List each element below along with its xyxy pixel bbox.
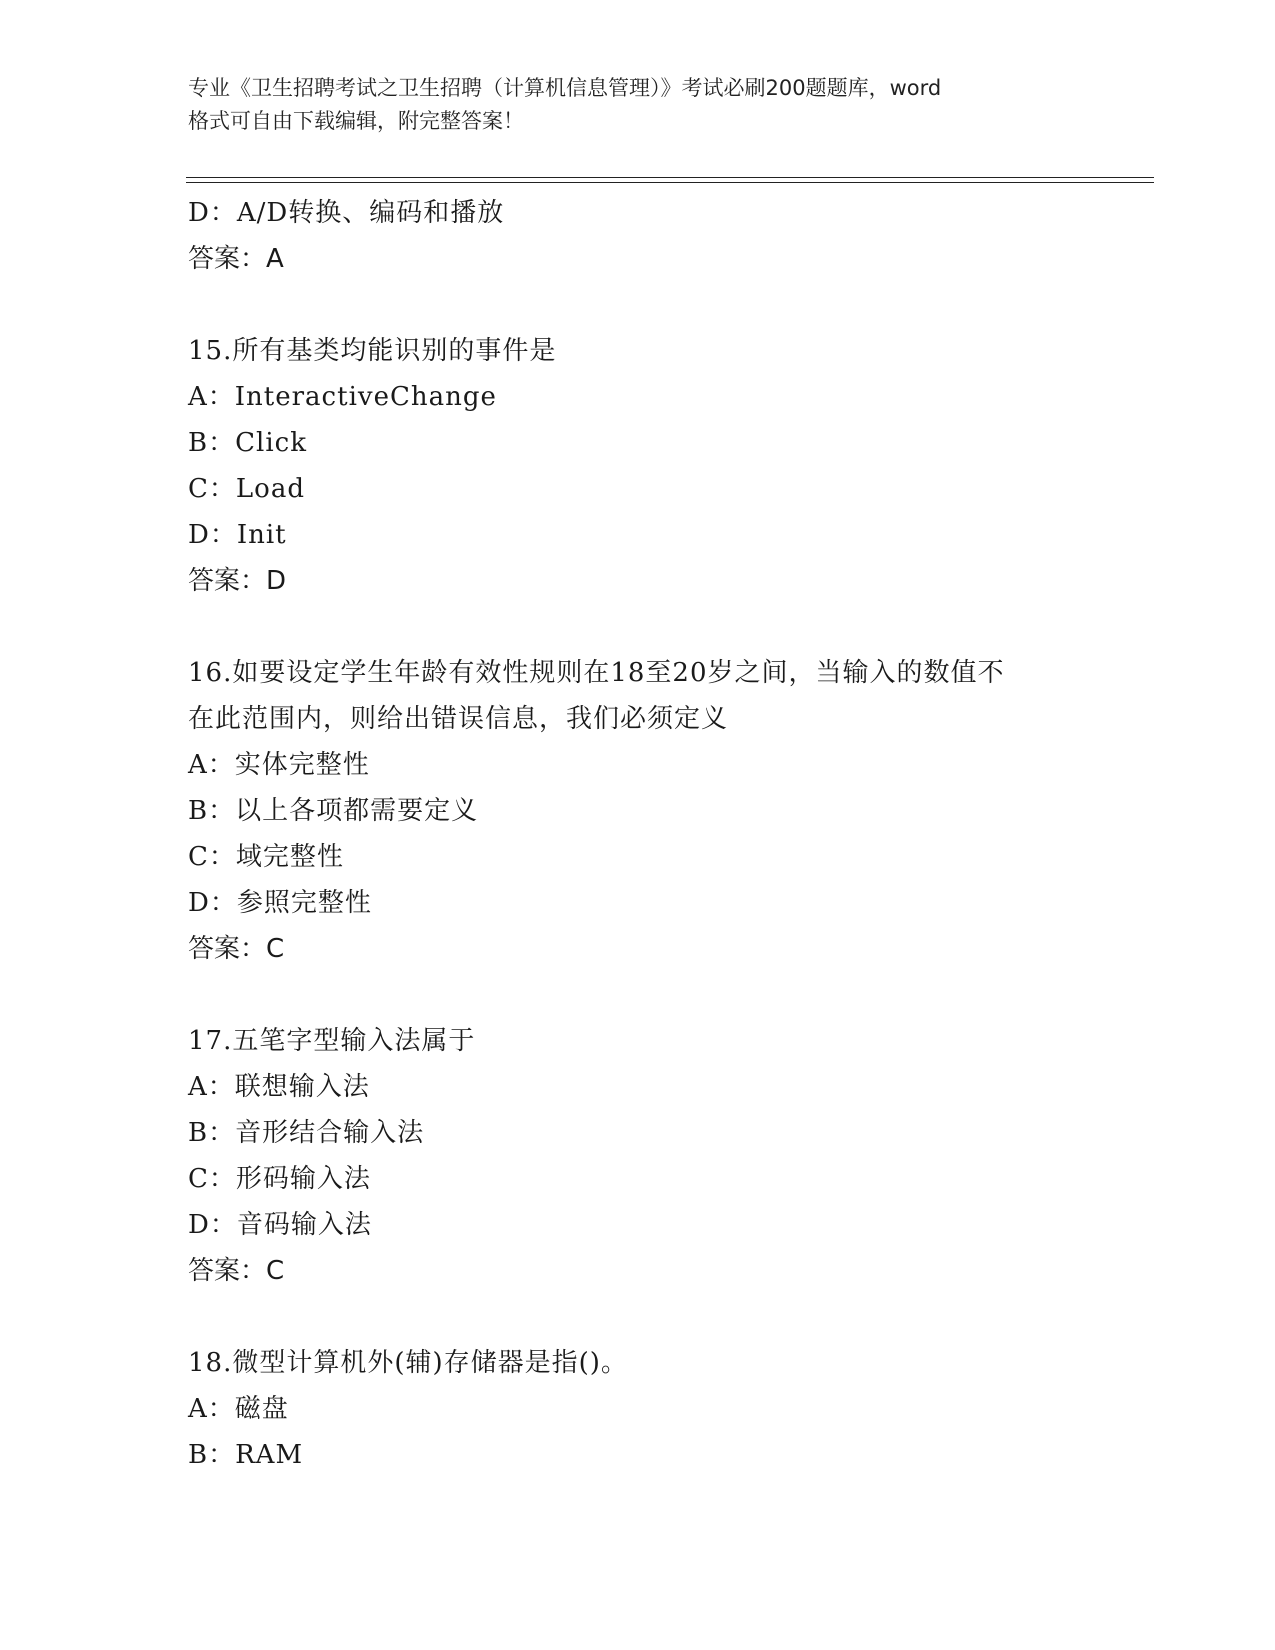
answer-line: 答案：C bbox=[188, 1256, 285, 1286]
option-b: B：Click bbox=[188, 428, 307, 458]
option-c: C：域完整性 bbox=[188, 842, 344, 872]
option-a: A：实体完整性 bbox=[188, 750, 370, 780]
option-b: B：以上各项都需要定义 bbox=[188, 796, 479, 826]
option-d: D：参照完整性 bbox=[188, 888, 372, 918]
option-a: A：InteractiveChange bbox=[188, 382, 497, 412]
header-divider-bottom bbox=[186, 182, 1154, 183]
question-stem: 18.微型计算机外(辅)存储器是指()。 bbox=[188, 1348, 628, 1378]
question-stem-line-2: 在此范围内，则给出错误信息，我们必须定义 bbox=[188, 704, 729, 734]
header-divider-top bbox=[186, 177, 1154, 178]
answer-line: 答案：D bbox=[188, 566, 287, 596]
question-stem: 17.五笔字型输入法属于 bbox=[188, 1026, 476, 1056]
document-header bbox=[188, 72, 1088, 138]
answer-line: 答案：A bbox=[188, 244, 284, 274]
option-b: B：RAM bbox=[188, 1440, 304, 1470]
question-18 bbox=[188, 1340, 1088, 1478]
option-d: D：Init bbox=[188, 520, 287, 550]
option-a: A：磁盘 bbox=[188, 1394, 289, 1424]
option-c: C：形码输入法 bbox=[188, 1164, 371, 1194]
option-c: C：Load bbox=[188, 474, 305, 504]
question-15 bbox=[188, 328, 1088, 604]
answer-line: 答案：C bbox=[188, 934, 285, 964]
option-a: A：联想输入法 bbox=[188, 1072, 370, 1102]
option-d: D：A/D转换、编码和播放 bbox=[188, 198, 505, 228]
header-line-2: 格式可自由下载编辑，附完整答案！ bbox=[188, 109, 524, 133]
option-d: D：音码输入法 bbox=[188, 1210, 372, 1240]
header-line-1: 专业《卫生招聘考试之卫生招聘（计算机信息管理）》考试必刷200题题库，word bbox=[188, 76, 942, 100]
question-list bbox=[188, 190, 1088, 1478]
question-16 bbox=[188, 650, 1088, 972]
option-b: B：音形结合输入法 bbox=[188, 1118, 425, 1148]
question-stem: 15.所有基类均能识别的事件是 bbox=[188, 336, 557, 366]
question-stem-line-1: 16.如要设定学生年龄有效性规则在18至20岁之间，当输入的数值不 bbox=[188, 658, 1005, 688]
question-17 bbox=[188, 1018, 1088, 1294]
